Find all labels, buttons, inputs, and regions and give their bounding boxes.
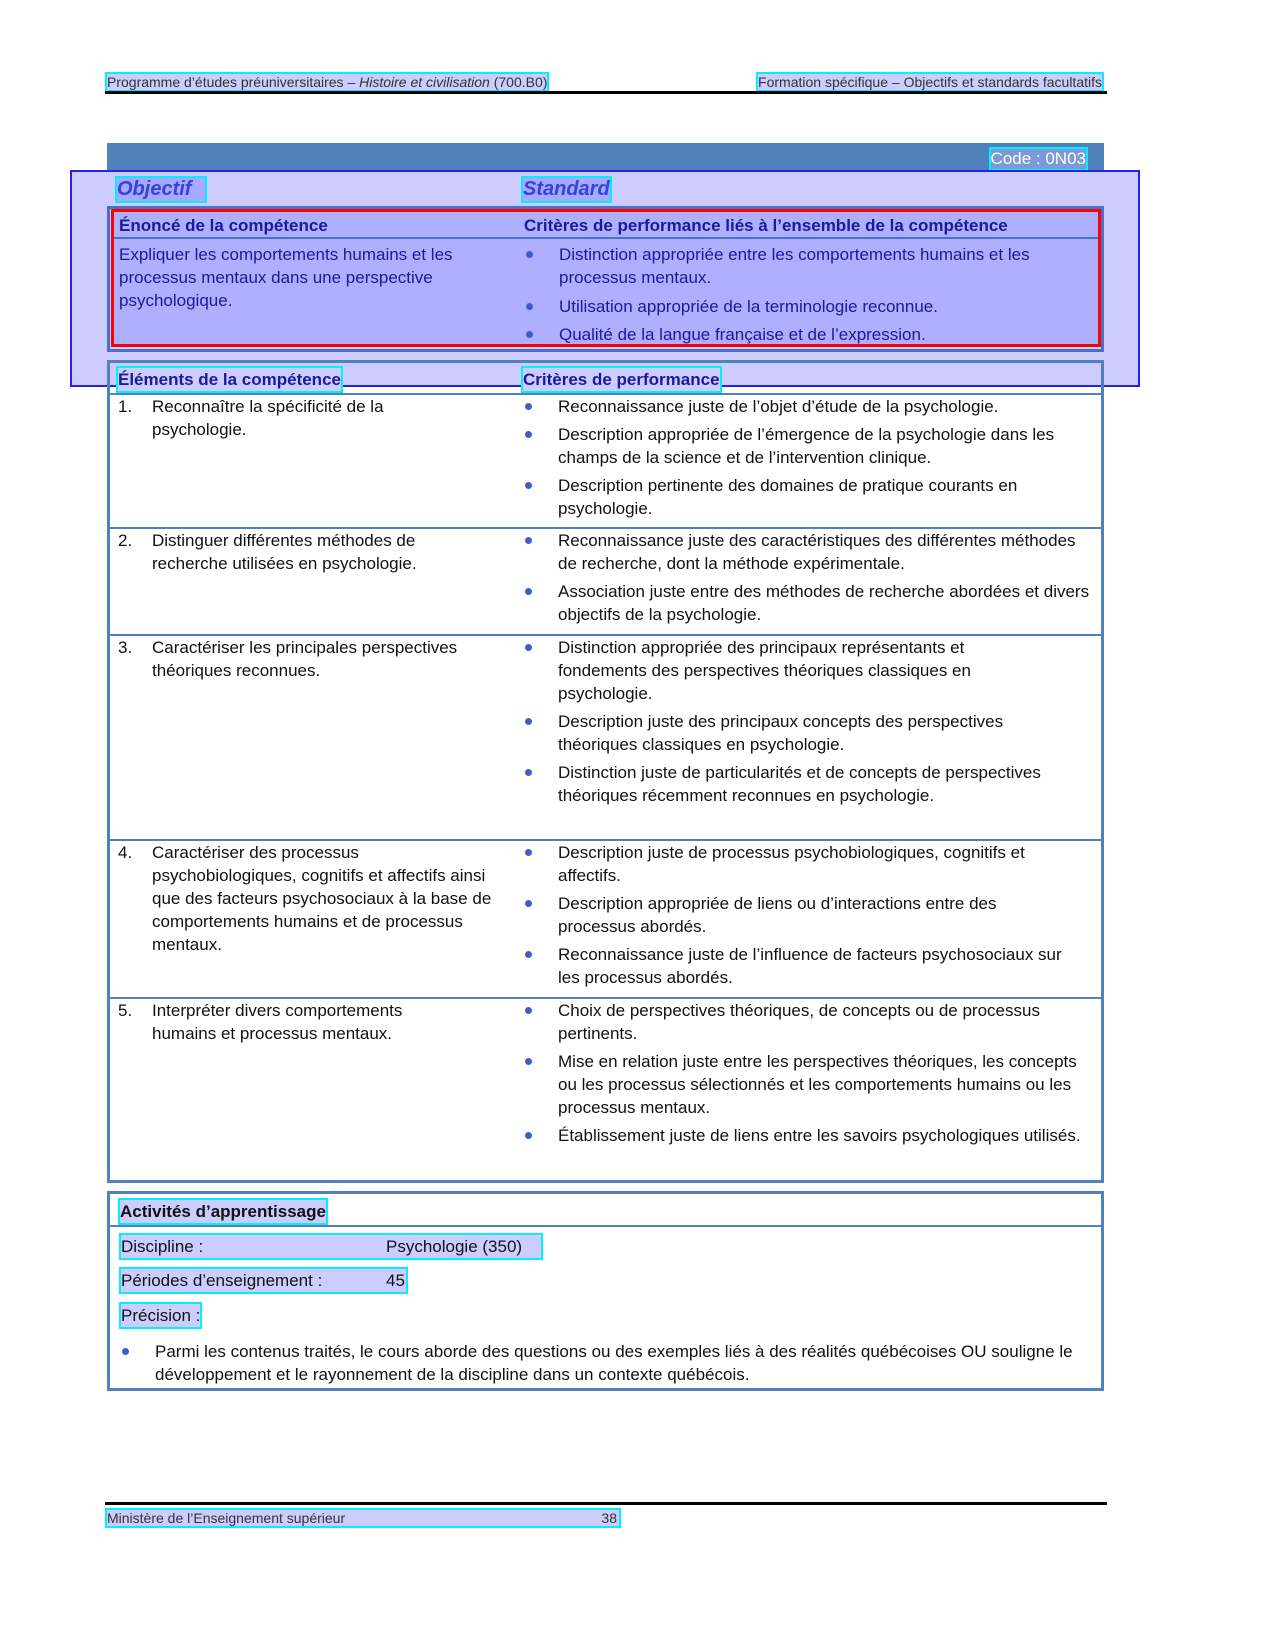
element-text: Distinguer différentes méthodes de recherche utilisées en psychologie.: [152, 531, 417, 573]
criterion-text: Reconnaissance juste de l’objet d’étude de la psychologie.: [558, 397, 999, 416]
enonce-criteria-3: [559, 323, 926, 346]
header-program-title: Histoire et civilisation: [359, 74, 490, 90]
enonce-text: Expliquer les comportements humains et les processus mentaux dans une perspective psychologique.: [119, 245, 453, 310]
bullet-icon: [525, 482, 532, 489]
criterion-text: Utilisation appropriée de la terminologie reconnue.: [559, 297, 938, 316]
row-number: 2.: [118, 531, 133, 550]
footer-rule: [105, 1502, 1107, 1505]
criterion-text: Distinction juste de particularités et de concepts de perspectives théoriques récemment reconnues en psychologie.: [558, 763, 1041, 805]
bullet-icon: [525, 403, 532, 410]
precision-text: Parmi les contenus traités, le cours aborde des questions ou des exemples liés à des réalités québécoises OU souligne le développement et le rayonnement de la discipline dans un contexte québécois.: [155, 1342, 1073, 1384]
row-number: 5.: [118, 1001, 133, 1020]
table-row: [110, 839, 1101, 999]
row-number: 3.: [118, 638, 133, 657]
criterion-text: Association juste entre des méthodes de recherche abordées et divers objectifs de la psychologie.: [558, 582, 1090, 624]
header-right: Formation spécifique – Objectifs et standards facultatifs: [758, 74, 1102, 90]
enonce-criteria-1: [559, 243, 1089, 289]
header-program: Programme d’études préuniversitaires –: [107, 74, 360, 90]
table-row: [110, 393, 1101, 529]
criterion-text: Description juste des principaux concepts des perspectives théoriques classiques en psychologie.: [558, 712, 1004, 754]
criterion-text: Description appropriée de l’émergence de la psychologie dans les champs de la science et de l’intervention clinique.: [558, 425, 1055, 467]
criteria-list: [558, 841, 1078, 994]
criterion-text: Description pertinente des domaines de pratique courants en psychologie.: [558, 476, 1018, 518]
bullet-icon: [525, 849, 532, 856]
discipline-label: Discipline :: [121, 1237, 204, 1256]
standard-label: Standard: [523, 178, 610, 200]
criterion-text: Mise en relation juste entre les perspectives théoriques, les concepts ou les processus sélectionnés et les comportements humains ou les processus mentaux.: [558, 1052, 1077, 1117]
footer: [107, 1510, 619, 1526]
bullet-icon: [526, 303, 533, 310]
precision-item: [155, 1340, 1100, 1386]
criterion-text: Distinction appropriée entre les comportements humains et les processus mentaux.: [559, 245, 1030, 287]
bullet-icon: [525, 900, 532, 907]
periodes-value: 45: [386, 1271, 405, 1290]
header-rule: [105, 91, 1107, 94]
enonce-criteria-2: [559, 295, 938, 318]
code-bar: [107, 143, 1104, 170]
criteria-list: [558, 636, 1048, 812]
bullet-icon: [526, 331, 533, 338]
enonce-criteria-heading: Critères de performance liés à l’ensemble de la compétence: [524, 216, 1008, 235]
bullet-icon: [122, 1348, 129, 1355]
bullet-icon: [525, 769, 532, 776]
criterion-text: Établissement juste de liens entre les savoirs psychologiques utilisés.: [558, 1126, 1081, 1145]
elements-table: [107, 360, 1104, 1183]
divider: [114, 237, 1098, 239]
elements-heading: Éléments de la compétence: [118, 370, 341, 389]
criteria-list: [558, 999, 1083, 1152]
bullet-icon: [525, 431, 532, 438]
page-number: 38: [601, 1510, 617, 1526]
divider: [110, 1225, 1101, 1227]
element-text: Interpréter divers comportements humains et processus mentaux.: [152, 1001, 403, 1043]
criterion-text: Choix de perspectives théoriques, de concepts ou de processus pertinents.: [558, 1001, 1040, 1043]
table-row: [110, 527, 1101, 636]
table-row: [110, 634, 1101, 841]
objectif-label: Objectif: [117, 178, 205, 201]
periodes-label: Périodes d’enseignement :: [121, 1271, 323, 1290]
bullet-icon: [525, 1132, 532, 1139]
enonce-heading: Énoncé de la compétence: [119, 216, 328, 235]
criterion-text: Reconnaissance juste de l’influence de facteurs psychosociaux sur les processus abordés.: [558, 945, 1062, 987]
table-row: [110, 997, 1101, 1179]
header-left: [107, 74, 547, 90]
bullet-icon: [525, 537, 532, 544]
course-code: Code : 0N03: [990, 149, 1086, 168]
discipline-field: [121, 1235, 541, 1258]
precision-label: Précision :: [121, 1306, 201, 1325]
bullet-icon: [526, 251, 533, 258]
criterion-text: Description appropriée de liens ou d’interactions entre des processus abordés.: [558, 894, 997, 936]
discipline-value: Psychologie (350): [386, 1237, 523, 1256]
periodes-field: [121, 1269, 406, 1292]
bullet-icon: [525, 1058, 532, 1065]
enonce-highlight: [111, 209, 1101, 347]
activites-box: [107, 1191, 1104, 1391]
bullet-icon: [525, 588, 532, 595]
bullet-icon: [525, 1007, 532, 1014]
criteria-list: [558, 529, 1098, 631]
footer-ministry: Ministère de l’Enseignement supérieur: [107, 1510, 346, 1526]
bullet-icon: [525, 951, 532, 958]
row-number: 1.: [118, 397, 133, 416]
elements-criteria-heading: Critères de performance: [523, 370, 720, 389]
bullet-icon: [525, 718, 532, 725]
element-text: Reconnaître la spécificité de la psychologie.: [152, 397, 384, 439]
activites-heading: Activités d’apprentissage: [120, 1202, 326, 1221]
criterion-text: Distinction appropriée des principaux représentants et fondements des perspectives théoriques classiques en psychologie.: [558, 638, 971, 703]
row-number: 4.: [118, 843, 133, 862]
element-text: Caractériser les principales perspectives théoriques reconnues.: [152, 638, 458, 680]
criterion-text: Reconnaissance juste des caractéristiques des différentes méthodes de recherche, dont la méthode expérimentale.: [558, 531, 1076, 573]
criteria-list: [558, 395, 1098, 525]
criterion-text: Qualité de la langue française et de l’expression.: [559, 325, 926, 344]
header-program-code: (700.B0): [489, 74, 548, 90]
bullet-icon: [525, 644, 532, 651]
criterion-text: Description juste de processus psychobiologiques, cognitifs et affectifs.: [558, 843, 1025, 885]
element-text: Caractériser des processus psychobiologiques, cognitifs et affectifs ainsi que des facteurs psychosociaux à la base de comportements humains et de processus mentaux.: [152, 843, 492, 954]
